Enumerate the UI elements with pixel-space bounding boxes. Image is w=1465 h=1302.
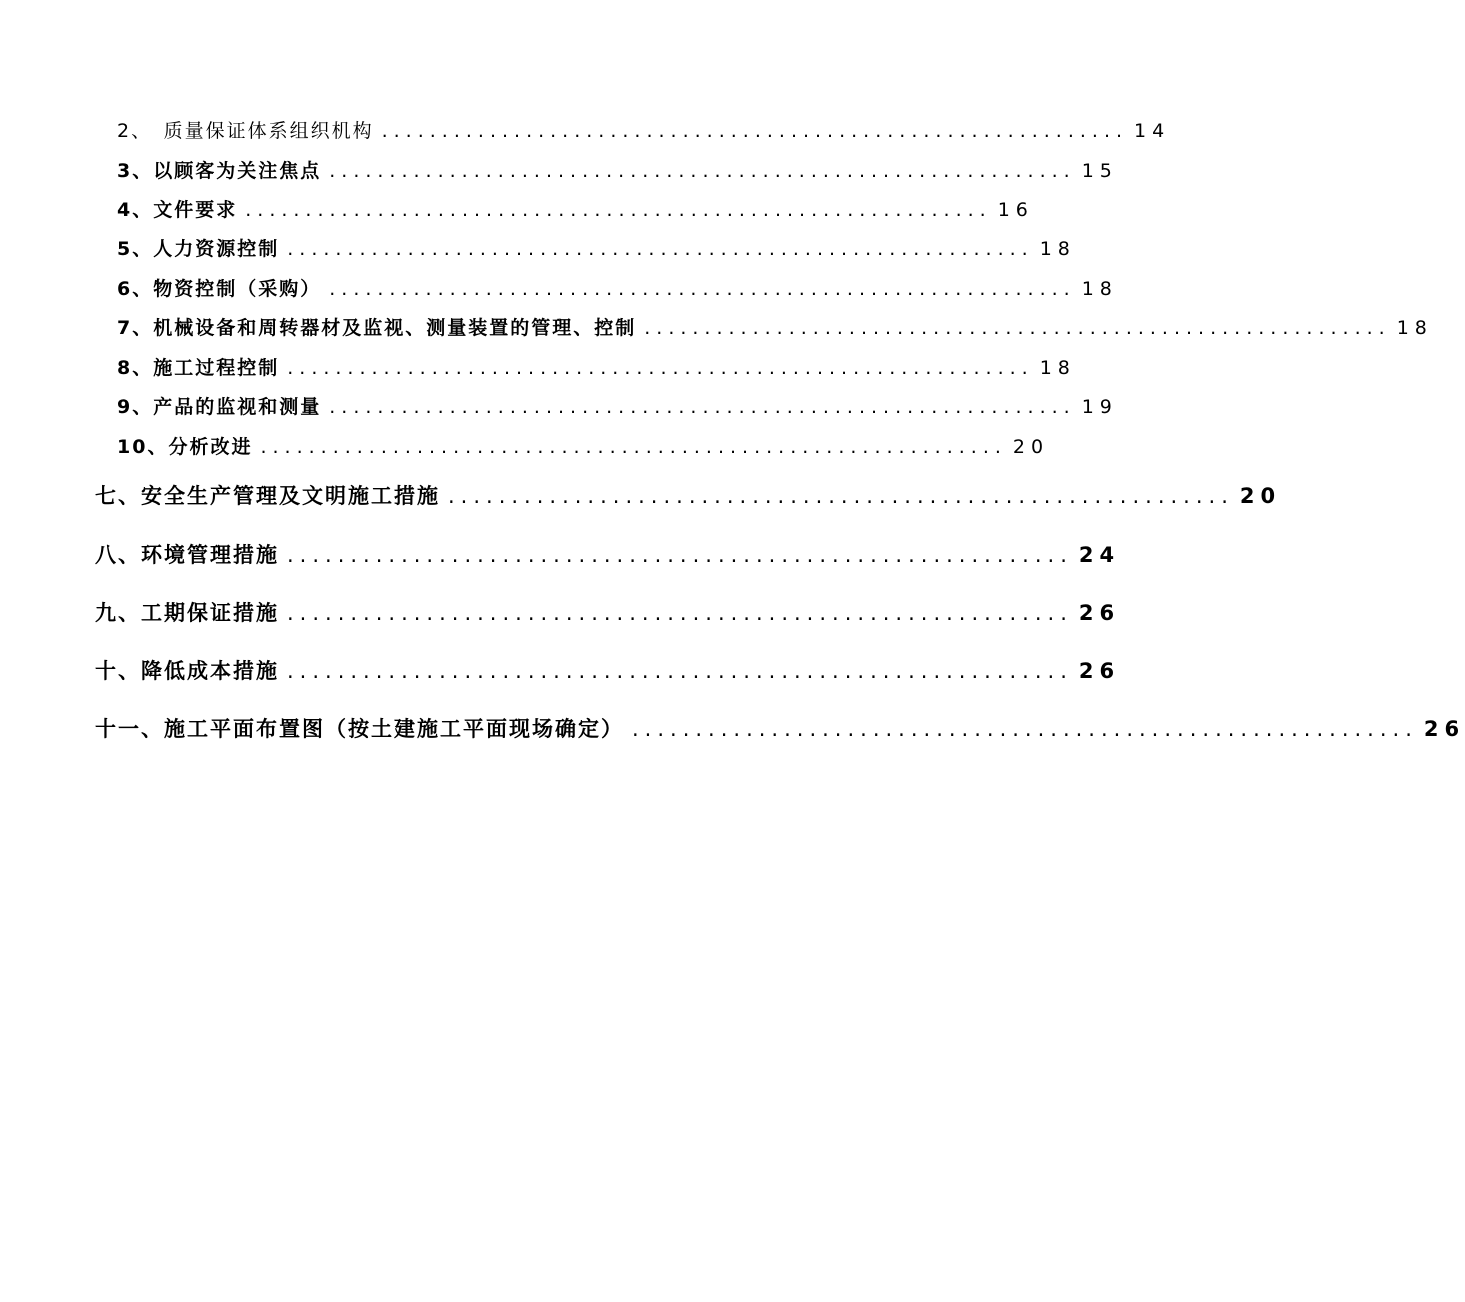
toc-entry-page: 18 — [1081, 278, 1118, 300]
toc-entry-page: 20 — [1239, 484, 1282, 508]
toc-dot-leader: .............................................................. — [329, 396, 1076, 418]
toc-entry-page: 18 — [1396, 317, 1433, 339]
toc-entry-title: 10、分析改进 — [117, 436, 253, 458]
toc-entry-page: 16 — [997, 199, 1034, 221]
toc-entry[interactable] — [117, 313, 1433, 339]
toc-entry-title: 8、施工过程控制 — [117, 357, 280, 379]
toc-entry-title: 九、工期保证措施 — [95, 601, 279, 625]
toc-dot-leader: .............................................................. — [287, 238, 1034, 260]
toc-dot-leader: .............................................................. — [245, 199, 992, 221]
toc-entry[interactable] — [117, 392, 1118, 418]
toc-dot-leader: .............................................................. — [448, 484, 1234, 508]
toc-entry[interactable] — [95, 655, 1121, 685]
toc-entry[interactable] — [117, 234, 1076, 260]
toc-dot-leader: .............................................................. — [287, 659, 1073, 683]
toc-entry[interactable] — [95, 597, 1121, 627]
toc-entry-title: 6、物资控制（采购） — [117, 278, 322, 300]
toc-entry-page: 26 — [1078, 601, 1121, 625]
toc-entry-title: 4、文件要求 — [117, 199, 238, 221]
toc-entry-title: 十、降低成本措施 — [95, 659, 279, 683]
toc-entry-title: 七、安全生产管理及文明施工措施 — [95, 484, 440, 508]
toc-entry-title: 7、机械设备和周转器材及监视、测量装置的管理、控制 — [117, 317, 637, 339]
toc-dot-leader: .............................................................. — [381, 120, 1129, 142]
toc-dot-leader: .............................................................. — [644, 317, 1391, 339]
toc-entry[interactable] — [117, 116, 1171, 142]
toc-dot-leader: .............................................................. — [287, 357, 1034, 379]
toc-entry[interactable] — [117, 432, 1050, 458]
toc-entry-page: 19 — [1081, 396, 1118, 418]
toc-entry-title: 十一、施工平面布置图（按土建施工平面现场确定） — [95, 717, 624, 741]
toc-dot-leader: .............................................................. — [287, 543, 1073, 567]
toc-entry[interactable] — [117, 274, 1118, 300]
toc-entry[interactable] — [117, 353, 1076, 379]
toc-entry-title: 3、以顾客为关注焦点 — [117, 160, 322, 182]
toc-entry-page: 24 — [1078, 543, 1121, 567]
toc-entry[interactable] — [117, 195, 1034, 221]
toc-entry-title: 5、人力资源控制 — [117, 238, 280, 260]
toc-entry-page: 26 — [1423, 717, 1465, 741]
toc-entry-title: 2、 质量保证体系组织机构 — [117, 120, 374, 142]
toc-entry[interactable] — [95, 539, 1121, 569]
toc-dot-leader: .............................................................. — [329, 160, 1076, 182]
toc-dot-leader: .............................................................. — [260, 436, 1007, 458]
toc-entry-page: 26 — [1078, 659, 1121, 683]
toc-entry-title: 八、环境管理措施 — [95, 543, 279, 567]
toc-entry-title: 9、产品的监视和测量 — [117, 396, 322, 418]
toc-entry-page: 18 — [1039, 357, 1076, 379]
toc-dot-leader: .............................................................. — [329, 278, 1076, 300]
toc-entry-page: 18 — [1039, 238, 1076, 260]
toc-dot-leader: .............................................................. — [632, 717, 1418, 741]
toc-entry[interactable] — [117, 156, 1118, 182]
toc-entry[interactable] — [95, 480, 1282, 510]
toc-entry-page: 14 — [1134, 120, 1171, 142]
toc-dot-leader: .............................................................. — [287, 601, 1073, 625]
toc-entry-page: 15 — [1081, 160, 1118, 182]
toc-entry[interactable] — [95, 713, 1465, 743]
toc-entry-page: 20 — [1012, 436, 1050, 458]
